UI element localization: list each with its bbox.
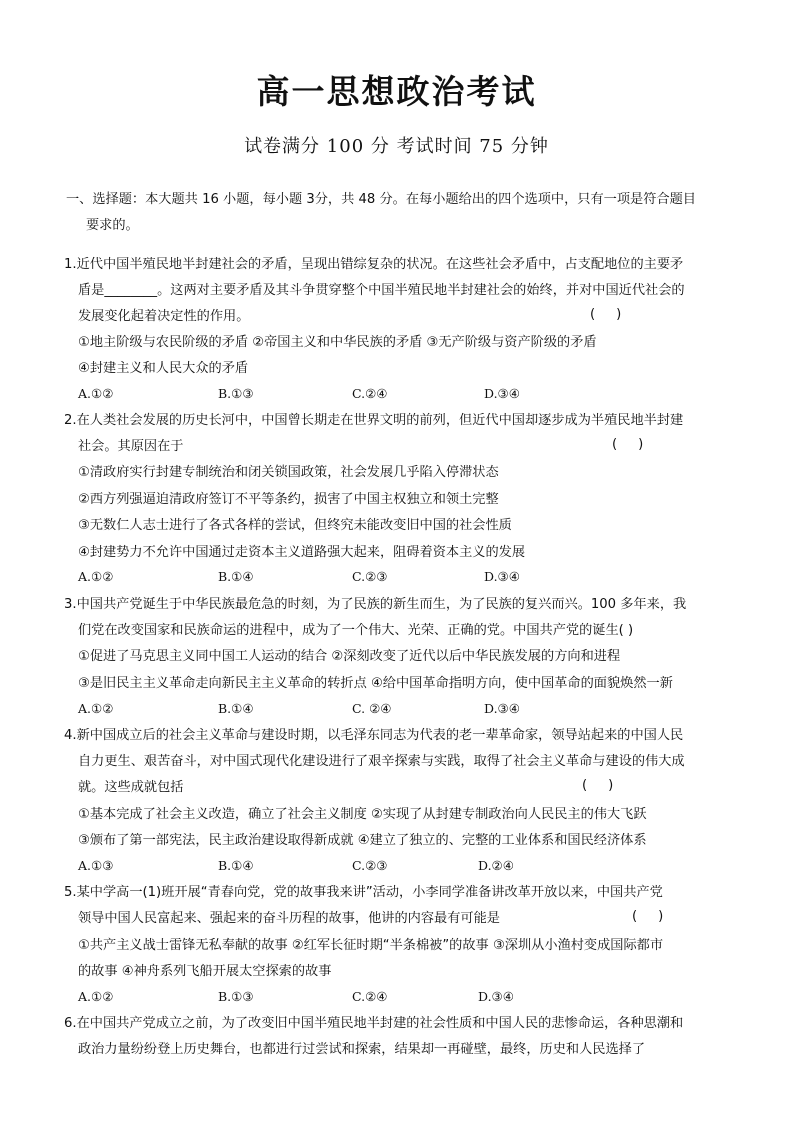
option-b: B.①④ [218, 858, 254, 873]
answer-blank: ( ) [632, 909, 664, 924]
question-2-text: 社会。其原因在于 [78, 439, 184, 454]
option-d: D.③④ [484, 386, 520, 401]
option-d: D.③④ [478, 989, 514, 1004]
question-4-text: 就。这些成就包括 [78, 780, 184, 795]
option-b: B.①④ [218, 701, 254, 716]
option-c: C. ②④ [352, 701, 392, 716]
option-a: A.①② [78, 569, 114, 584]
option-a: A.①② [78, 701, 114, 716]
question-2-item: ③无数仁人志士进行了各式各样的尝试，但终究未能改变旧中国的社会性质 [78, 518, 512, 533]
answer-blank: ( ) [590, 307, 622, 322]
option-c: C.②③ [352, 858, 388, 873]
question-3-item: ①促进了马克思主义同中国工人运动的结合 ②深刻改变了近代以后中华民族发展的方向和进程 [78, 649, 621, 664]
option-b: B.①③ [218, 386, 254, 401]
question-5-text: 领导中国人民富起来、强起来的奋斗历程的故事，他讲的内容最有可能是 [78, 911, 500, 926]
question-1-item: ④封建主义和人民大众的矛盾 [78, 361, 249, 376]
option-c: C.②③ [352, 569, 388, 584]
answer-blank: ( ) [582, 778, 614, 793]
question-1-text: 盾是________。这两对主要矛盾及其斗争贯穿整个中国半殖民地半封建社会的始终，并对中国近代社会的 [78, 283, 685, 298]
answer-blank: ( ) [612, 437, 644, 452]
question-4-text: 4.新中国成立后的社会主义革命与建设时期，以毛泽东同志为代表的老一辈革命家，领导站起来的中国人民 [64, 728, 684, 743]
question-2-item: ①清政府实行封建专制统治和闭关锁国政策，社会发展几乎陷入停滞状态 [78, 465, 499, 480]
option-a: A.①③ [78, 858, 114, 873]
option-b: B.①④ [218, 569, 254, 584]
option-b: B.①③ [218, 989, 254, 1004]
question-3-text: 们党在改变国家和民族命运的进程中，成为了一个伟大、光荣、正确的党。中国共产党的诞生( ) [78, 623, 634, 638]
exam-info: 试卷满分 100 分 考试时间 75 分钟 [244, 136, 549, 157]
question-2-text: 2.在人类社会发展的历史长河中，中国曾长期走在世界文明的前列，但近代中国却逐步成为半殖民地半封建 [64, 413, 684, 428]
option-a: A.①② [78, 386, 114, 401]
option-d: D.③④ [484, 569, 520, 584]
option-d: D.②④ [478, 858, 514, 873]
section-heading: 一、选择题：本大题共 16 小题，每小题 3分，共 48 分。在每小题给出的四个选项中，只有一项是符合题目 [66, 192, 696, 207]
question-2-item: ②西方列强逼迫清政府签订不平等条约，损害了中国主权独立和领土完整 [78, 492, 499, 507]
option-a: A.①② [78, 989, 114, 1004]
question-2-item: ④封建势力不允许中国通过走资本主义道路强大起来，阻碍着资本主义的发展 [78, 545, 526, 560]
option-d: D.③④ [484, 701, 520, 716]
question-4-item: ①基本完成了社会主义改造，确立了社会主义制度 ②实现了从封建专制政治向人民民主的伟大飞跃 [78, 807, 647, 822]
option-c: C.②④ [352, 386, 388, 401]
page-title: 高一思想政治考试 [256, 72, 537, 111]
question-5-text: 5.某中学高一(1)班开展“青春向党，党的故事我来讲”活动，小李同学准备讲改革开放以来，中国共产党 [64, 885, 663, 900]
question-1-text: 发展变化起着决定性的作用。 [78, 309, 250, 324]
question-1-item: ①地主阶级与农民阶级的矛盾 ②帝国主义和中华民族的矛盾 ③无产阶级与资产阶级的矛盾 [78, 335, 597, 350]
question-6-text: 政治力量纷纷登上历史舞台，也都进行过尝试和探索，结果却一再碰壁，最终，历史和人民选择了 [78, 1042, 646, 1057]
option-c: C.②④ [352, 989, 388, 1004]
question-1-item-text: 封建主义和人民大众的矛盾 [89, 361, 249, 376]
question-1-text: 1.近代中国半殖民地半封建社会的矛盾，呈现出错综复杂的状况。在这些社会矛盾中，占支配地位的主要矛 [64, 257, 684, 272]
question-3-text: 3.中国共产党诞生于中华民族最危急的时刻，为了民族的新生而生，为了民族的复兴而兴。100 多年来，我 [64, 597, 687, 612]
question-5-item: 的故事 ④神舟系列飞船开展太空探索的故事 [78, 964, 332, 979]
question-5-item: ①共产主义战士雷锋无私奉献的故事 ②红军长征时期“半条棉被”的故事 ③深圳从小渔村变成国际都市 [78, 938, 664, 953]
section-heading-cont: 要求的。 [86, 218, 139, 233]
question-4-item: ③颁布了第一部宪法，民主政治建设取得新成就 ④建立了独立的、完整的工业体系和国民经济体系 [78, 833, 647, 848]
question-4-text: 自力更生、艰苦奋斗，对中国式现代化建设进行了艰辛探索与实践，取得了社会主义革命与建设的伟大成 [78, 754, 685, 769]
question-3-item: ③是旧民主主义革命走向新民主主义革命的转折点 ④给中国革命指明方向，使中国革命的面貌焕然一新 [78, 676, 673, 691]
question-6-text: 6.在中国共产党成立之前，为了改变旧中国半殖民地半封建的社会性质和中国人民的悲惨命运，各种思潮和 [64, 1016, 684, 1031]
